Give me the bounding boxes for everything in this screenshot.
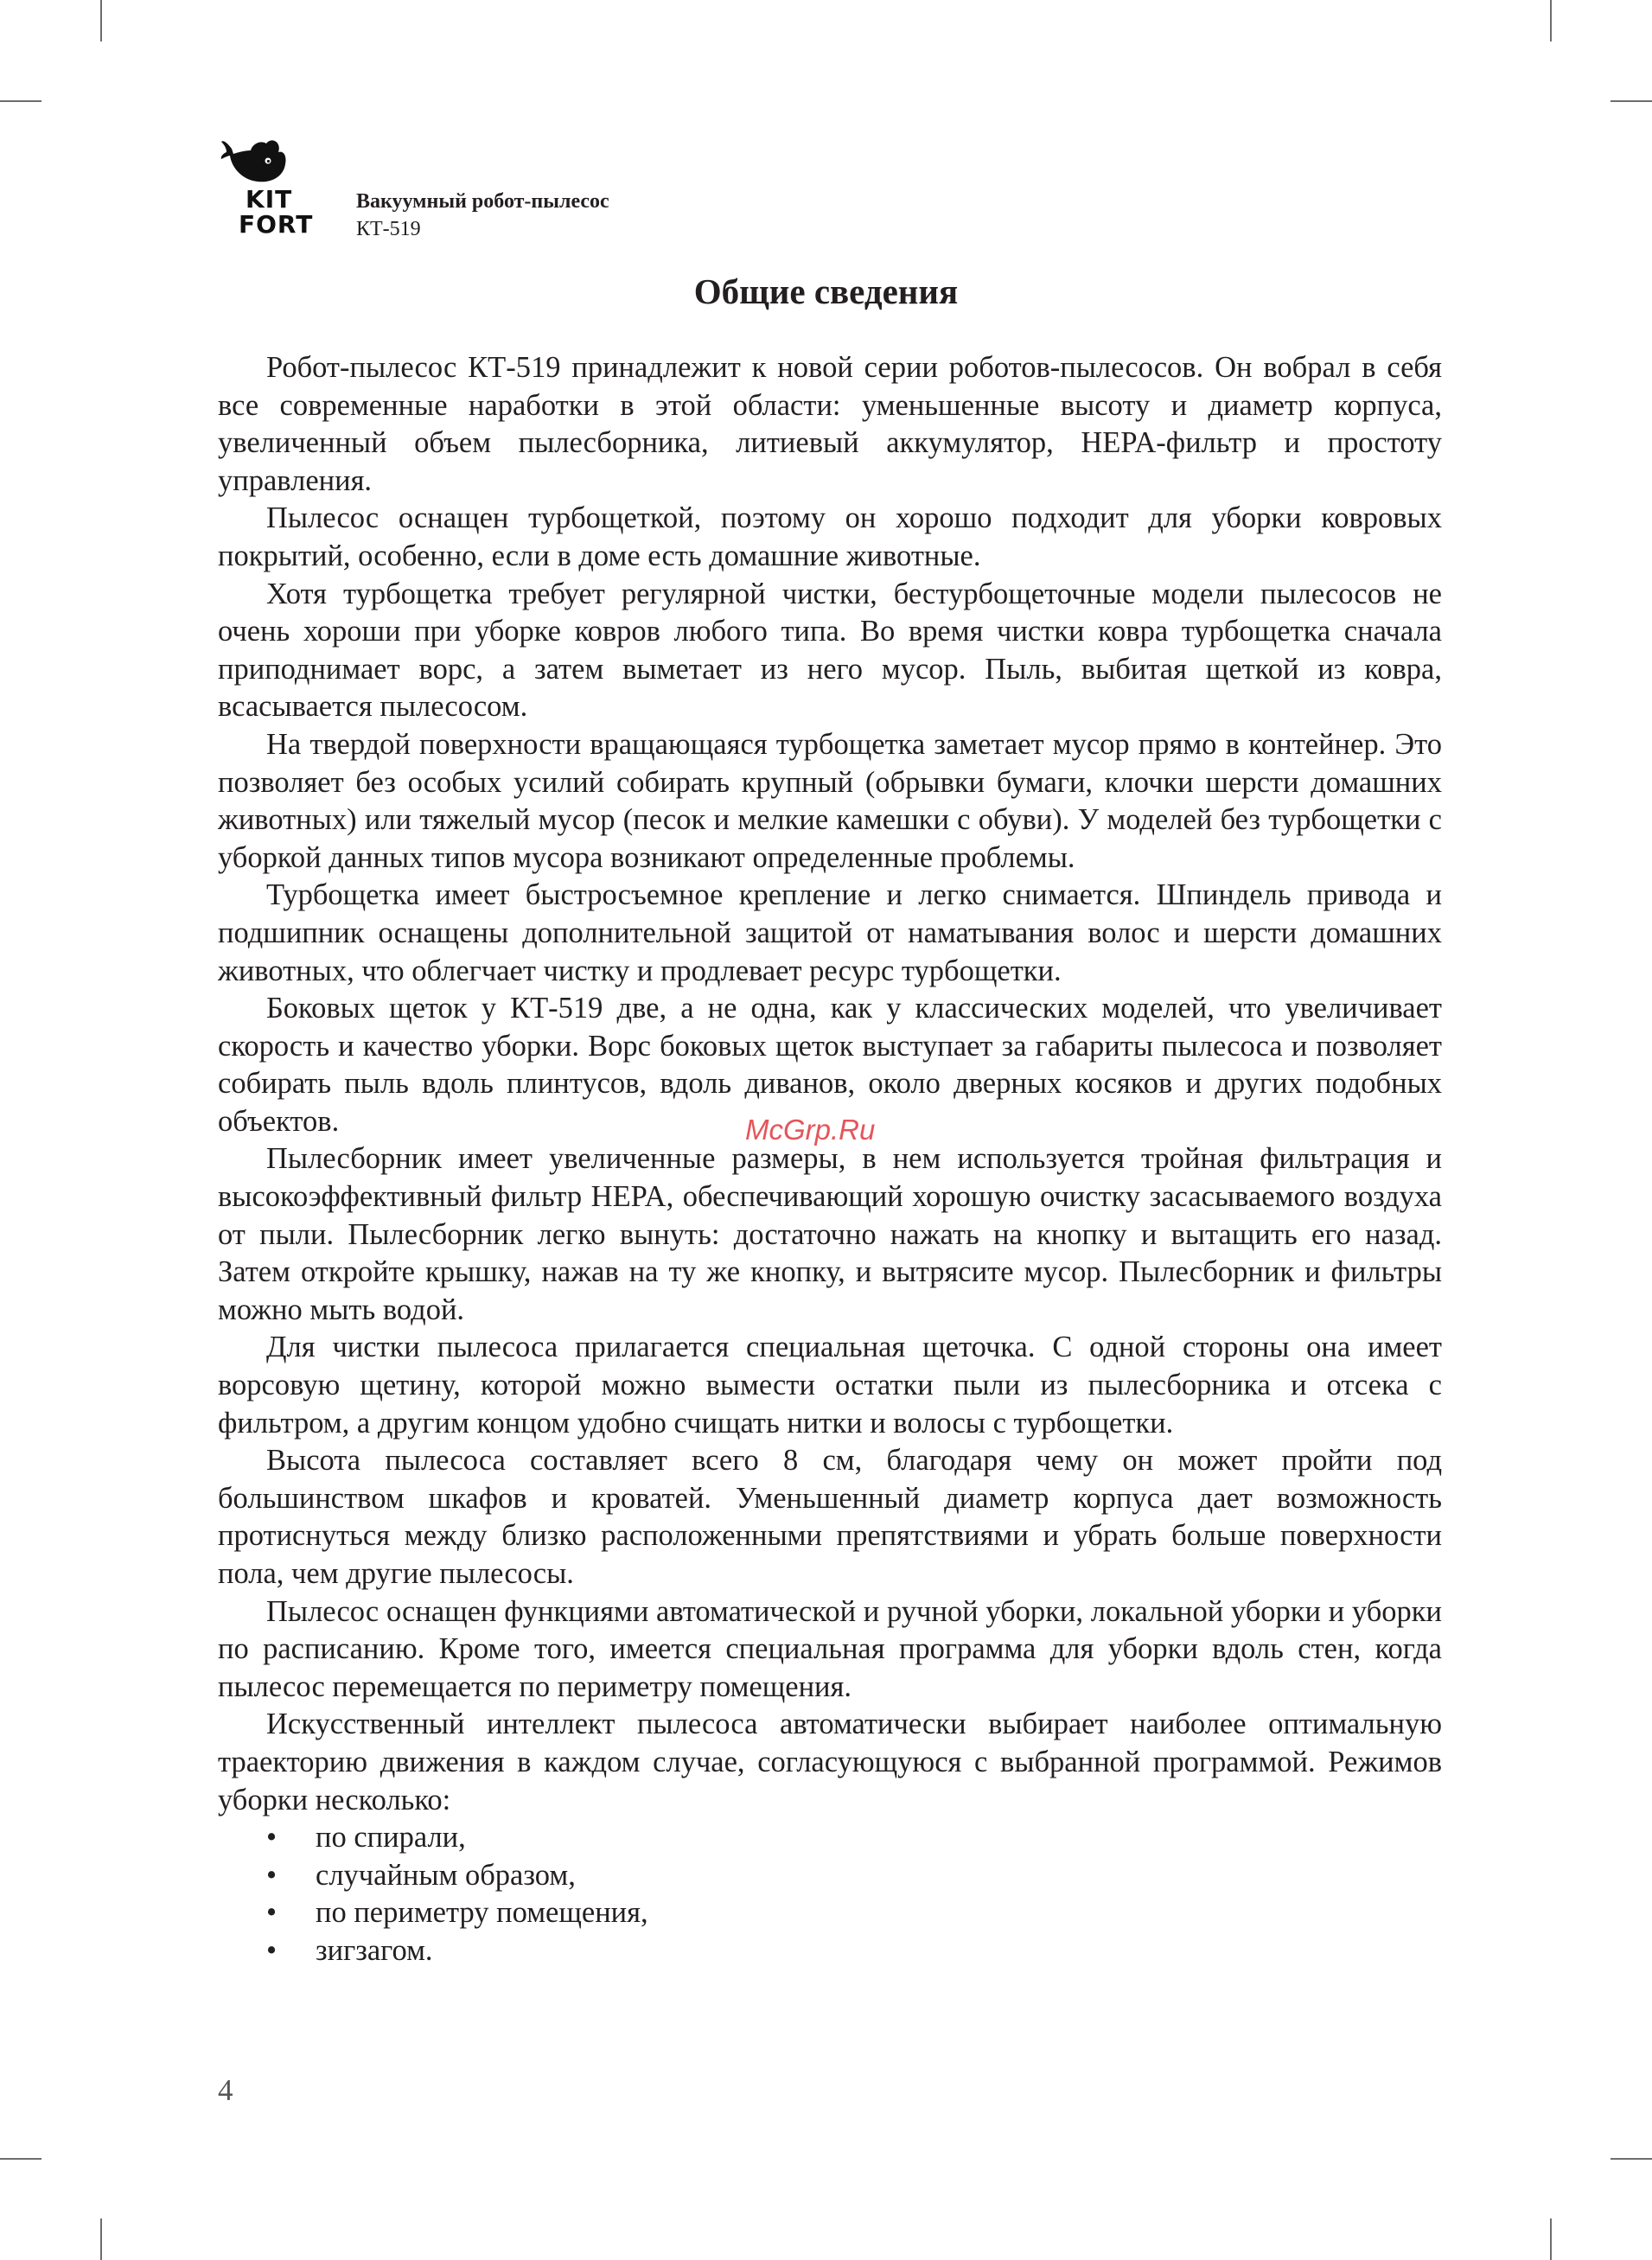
list-item-text: по спирали, xyxy=(316,1821,466,1855)
paragraph: Пылесос оснащен функциями автоматической и ручной уборки, локальной уборки и уборки по расписанию. Кроме того, имеется специальная программа для уборки вдоль стен, когда пылесос перемещается по периметру помещения. xyxy=(218,1594,1442,1703)
crop-mark-right-top xyxy=(1611,100,1652,102)
paragraph: Хотя турбощетка требует регулярной чистки, бестурбощеточные модели пылесосов не очень хороши при уборке ковров любого типа. Во время чистки ковра турбощетка сначала приподнимает ворс, а затем выметает из него мусор. Пыль, выбитая щеткой из ковра, всасывается пылесосом. xyxy=(218,577,1442,724)
list-item xyxy=(218,1857,1442,1895)
logo-line-fort: FORT xyxy=(239,210,314,239)
bullet-icon: • xyxy=(266,1858,277,1892)
whale-icon xyxy=(220,138,289,188)
paragraph: На твердой поверхности вращающаяся турбощетка заметает мусор прямо в контейнер. Это позволяет без особых усилий собирать крупный (обрывки бумаги, клочки шерсти домашних животных) или тяжелый мусор (песок и мелкие камешки с обуви). У моделей без турбощетки с уборкой данных типов мусора возникают определенные проблемы. xyxy=(218,727,1442,874)
bullet-icon: • xyxy=(266,1896,277,1930)
crop-mark-right-bottom xyxy=(1611,2158,1652,2160)
cleaning-modes-list xyxy=(218,1819,1442,1970)
bullet-icon: • xyxy=(266,1821,277,1855)
list-item-text: зигзагом. xyxy=(316,1933,433,1967)
crop-mark-left-bottom xyxy=(0,2158,41,2160)
watermark: McGrp.Ru xyxy=(745,1114,876,1146)
crop-mark-bottom-right xyxy=(1550,2219,1552,2260)
crop-mark-bottom-left xyxy=(100,2219,102,2260)
body-text xyxy=(218,349,1442,1970)
list-item-text: по периметру помещения, xyxy=(316,1896,648,1930)
list-item xyxy=(218,1894,1442,1932)
logo-wordmark xyxy=(239,185,314,239)
paragraph: Искусственный интеллект пылесоса автоматически выбирает наиболее оптимальную траекторию движения в каждом случае, согласующуюся с выбранной программой. Режимов уборки несколько: xyxy=(218,1708,1442,1816)
running-header xyxy=(356,188,609,243)
logo-line-kit: KIT xyxy=(246,185,293,214)
paragraph: Пылесос оснащен турбощеткой, поэтому он хорошо подходит для уборки ковровых покрытий, особенно, если в доме есть домашние животные. xyxy=(218,501,1442,572)
section-title: Общие сведения xyxy=(693,271,959,311)
list-item xyxy=(218,1819,1442,1857)
crop-mark-top-right xyxy=(1550,0,1552,41)
header-product-name: Вакуумный робот-пылесос xyxy=(356,190,609,213)
header-model: КТ-519 xyxy=(356,218,421,240)
paragraph: Для чистки пылесоса прилагается специальная щеточка. С одной стороны она имеет ворсовую щетину, которой можно вымести остатки пыли из пылесборника и отсека с фильтром, а другим концом удобно счищать нитки и волосы с турбощетки. xyxy=(218,1331,1442,1440)
page-number: 4 xyxy=(218,2073,233,2107)
paragraph: Турбощетка имеет быстросъемное крепление и легко снимается. Шпиндель привода и подшипник оснащены дополнительной защитой от наматывания волос и шерсти домашних животных, что облегчает чистку и продлевает ресурс турбощетки. xyxy=(218,878,1442,987)
paragraph: Пылесборник имеет увеличенные размеры, в нем используется тройная фильтрация и высокоэффективный фильтр HEPA, обеспечивающий хорошую очистку засасываемого воздуха от пыли. Пылесборник легко вынуть: достаточно нажать на кнопку и вытащить его назад. Затем откройте крышку, нажав на ту же кнопку, и вытрясите мусор. Пылесборник и фильтры можно мыть водой. xyxy=(218,1142,1442,1326)
bullet-icon: • xyxy=(266,1933,277,1967)
paragraph: Высота пылесоса составляет всего 8 см, благодаря чему он может пройти под большинством шкафов и кроватей. Уменьшенный диаметр корпуса дает возможность протиснуться между близко расположенными препятствиями и убрать больше поверхности пола, чем другие пылесосы. xyxy=(218,1444,1442,1590)
kitfort-logo xyxy=(214,138,327,242)
list-item-text: случайным образом, xyxy=(316,1858,576,1892)
paragraph: Боковых щеток у КТ-519 две, а не одна, как у классических моделей, что увеличивает скорость и качество уборки. Ворс боковых щеток выступает за габариты пылесоса и позволяет собирать пыль вдоль плинтусов, вдоль диванов, около дверных косяков и других подобных объектов. xyxy=(218,992,1442,1138)
crop-mark-left-top xyxy=(0,100,41,102)
crop-mark-top-left xyxy=(100,0,102,41)
list-item xyxy=(218,1932,1442,1970)
paragraph: Робот-пылесос КТ-519 принадлежит к новой серии роботов-пылесосов. Он вобрал в себя все современные наработки в этой области: уменьшенные высоту и диаметр корпуса, увеличенный объем пылесборника, литиевый аккумулятор, HEPA-фильтр и простоту управления. xyxy=(218,351,1442,497)
